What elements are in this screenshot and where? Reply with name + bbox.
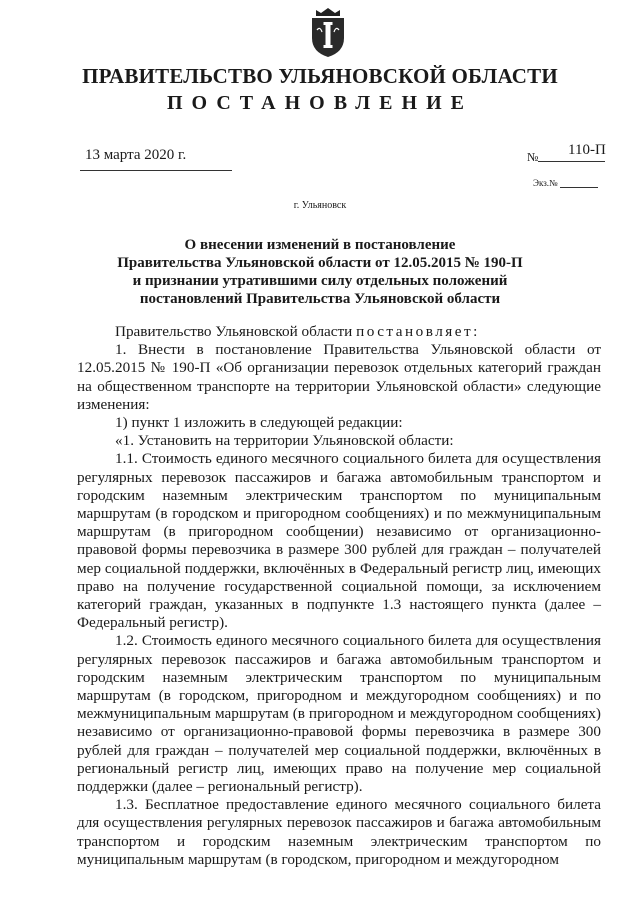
body-paragraph: 1.3. Бесплатное предоставление единого месячного социального билета для осуществления регулярных перевозок пассажиров и багажа автомобильным транспортом и городским наземным электрическим транспортом по муниципальным маршрутам (в городском, пригородном и междугородном bbox=[77, 796, 601, 868]
body-paragraph: «1. Установить на территории Ульяновской области: bbox=[115, 432, 454, 450]
copy-number-label: Экз.№ bbox=[533, 178, 558, 188]
preamble-text: Правительство Ульяновской области bbox=[115, 323, 353, 340]
subject-line: постановлений Правительства Ульяновской области bbox=[139, 291, 501, 307]
date-underline bbox=[80, 170, 232, 171]
preamble bbox=[77, 323, 601, 341]
subject-line: О внесении изменений в постановление bbox=[184, 237, 456, 253]
number-underline bbox=[538, 161, 605, 162]
body-paragraph: 1.1. Стоимость единого месячного социального билета для осуществления регулярных перевозок пассажиров и багажа автомобильным транспортом и городским наземным электрическим транспортом по муниципальным маршрутам (в городском и пригородном сообщениях) и по межмуниципальным маршрутам (в пригородном сообщении) независимо от организационно-правовой формы перевозчика в размере 300 рублей для граждан – получателей мер социальной поддержки, включённых в Федеральный регистр лиц, имеющих право на получение государственной социальной помощи, за исключением категорий граждан, указанных в подпункте 1.3 настоящего пункта (далее – Федеральный регистр). bbox=[77, 450, 601, 632]
government-title: ПРАВИТЕЛЬСТВО УЛЬЯНОВСКОЙ ОБЛАСТИ bbox=[82, 64, 558, 88]
preamble-decree-word: постановляет: bbox=[356, 323, 480, 340]
body-paragraph: 1) пункт 1 изложить в следующей редакции: bbox=[115, 414, 403, 432]
document-subject bbox=[60, 236, 580, 308]
number-label: № bbox=[527, 150, 539, 164]
document-body bbox=[77, 323, 601, 869]
city-name: г. Ульяновск bbox=[293, 200, 347, 211]
ulyanovsk-coat-of-arms-icon bbox=[307, 8, 349, 58]
document-number: 110-П bbox=[568, 142, 606, 158]
copy-number-underline bbox=[560, 187, 598, 188]
body-paragraph: 1. Внести в постановление Правительства Ульяновской области от 12.05.2015 № 190-П «Об организации перевозок отдельных категорий граждан на общественном транспорте на территории Ульяновской области» следующие изменения: bbox=[77, 341, 601, 413]
subject-line: и признании утратившими силу отдельных положений bbox=[132, 273, 508, 289]
document-type-heading: ПОСТАНОВЛЕНИЕ bbox=[167, 92, 473, 114]
document-date: 13 марта 2020 г. bbox=[85, 147, 187, 163]
subject-line: Правительства Ульяновской области от 12.05.2015 № 190-П bbox=[117, 255, 523, 271]
body-paragraph: 1.2. Стоимость единого месячного социального билета для осуществления регулярных перевозок пассажиров и багажа автомобильным транспортом и городским наземным электрическим транспортом по муниципальным маршрутам (в городском, пригородном и междугородном сообщениях) и по межмуниципальным маршрутам (в пригородном и междугородном сообщениях) независимо от организационно-правовой формы перевозчика в размере 300 рублей для граждан – получателей мер социальной поддержки, включённых в региональный регистр лиц, имеющих право на получение мер социальной поддержки (далее – региональный регистр). bbox=[77, 632, 601, 796]
